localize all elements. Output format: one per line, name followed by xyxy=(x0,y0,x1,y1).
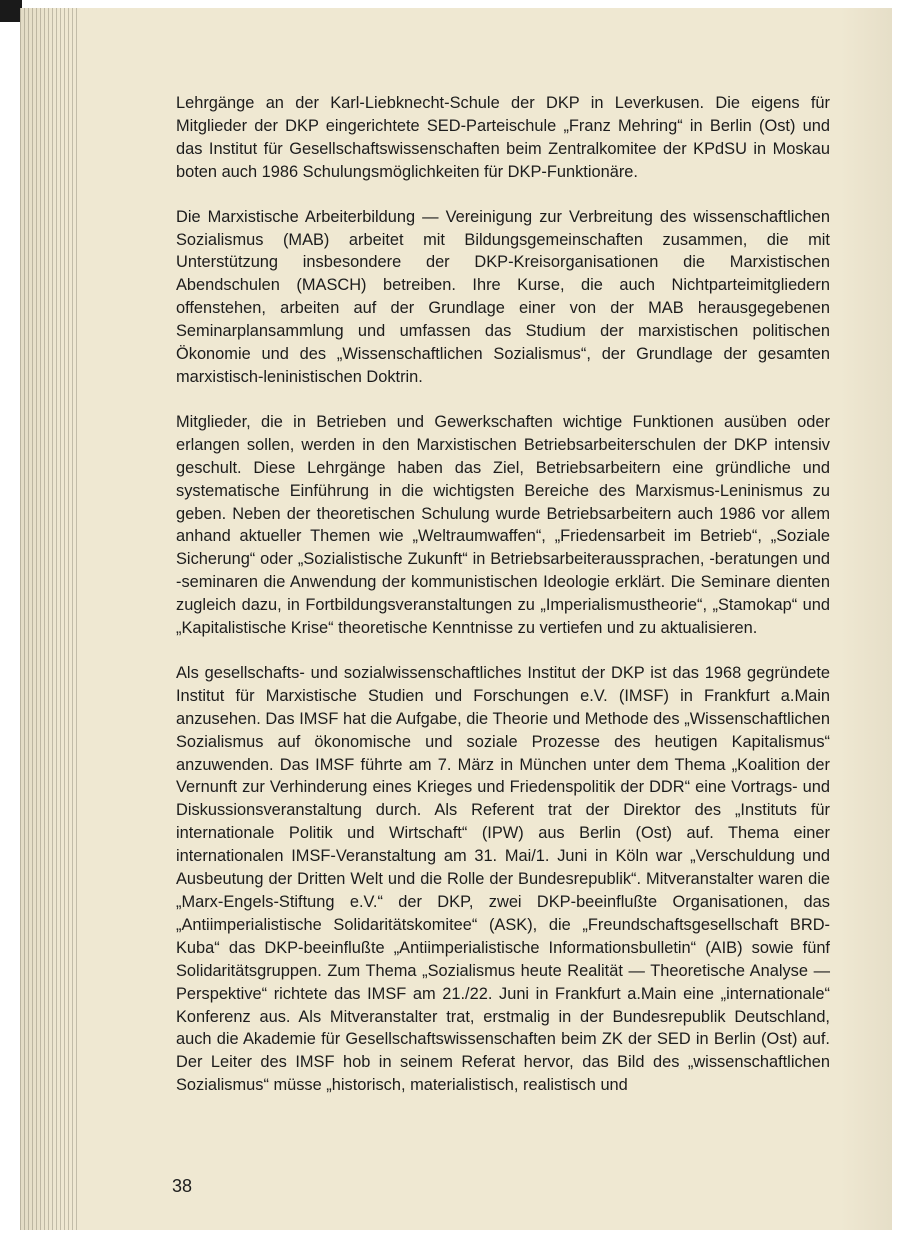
paragraph: Als gesellschafts- und sozialwissenschaftliches Institut der DKP ist das 1968 gegründete Institut für Marxistische Studien und Forschungen e.V. (IMSF) in Frankfurt a.Main anzusehen. Das IMSF hat die Aufgabe, die Theorie und Methode des „Wissenschaftlichen Sozialismus auf ökonomische und soziale Prozesse des heutigen Kapitalismus“ anzuwenden. Das IMSF führte am 7. März in München unter dem Thema „Koalition der Vernunft zur Verhinderung eines Krieges und Friedenspolitik der DDR“ eine Vortrags- und Diskussionsveranstaltung durch. Als Referent trat der Direktor des „Instituts für internationale Politik und Wirtschaft“ (IPW) aus Berlin (Ost) auf. Thema einer internationalen IMSF-Veranstaltung am 31. Mai/1. Juni in Köln war „Verschuldung und Ausbeutung der Dritten Welt und die Rolle der Bundesrepublik“. Mitveranstalter waren die „Marx-Engels-Stiftung e.V.“ der DKP, zwei DKP-beeinflußte Organisationen, das „Antiimperialistische Solidaritätskomitee“ (ASK), die „Freundschaftsgesellschaft BRD-Kuba“ das DKP-beeinflußte „Antiimperialistische Informationsbulletin“ (AIB) sowie fünf Solidaritätsgruppen. Zum Thema „Sozialismus heute Realität — Theoretische Analyse — Perspektive“ richtete das IMSF am 21./22. Juni in Frankfurt a.Main eine „internationale“ Konferenz aus. Als Mitveranstalter trat, erstmalig in der Bundesrepublik Deutschland, auch die Akademie für Gesellschaftswissenschaften beim ZK der SED in Berlin (Ost) auf. Der Leiter des IMSF hob in seinem Referat hervor, das Bild des „wissenschaftlichen Sozialismus“ müsse „historisch, materialistisch, realistisch und xyxy=(176,663,830,1095)
paragraph: Die Marxistische Arbeiterbildung — Vereinigung zur Verbreitung des wissenschaftlichen Sozialismus (MAB) arbeitet mit Bildungsgemeinschaften zusammen, die mit Unterstützung insbesondere der DKP-Kreisorganisationen die Marxistischen Abendschulen (MASCH) betreiben. Ihre Kurse, die auch Nichtparteimitgliedern offenstehen, arbeiten auf der Grundlage einer von der MAB herausgegebenen Seminarplansammlung und umfassen das Studium der marxistischen politischen Ökonomie und des „Wissenschaftlichen Sozialismus“, der Grundlage der gesamten marxistisch-leninistischen Doktrin. xyxy=(176,207,830,386)
page-number: 38 xyxy=(172,1176,193,1196)
scan-corner-mark xyxy=(0,0,22,22)
page-stack-edges xyxy=(20,8,80,1230)
page-body-text xyxy=(176,92,830,1119)
paragraph: Lehrgänge an der Karl-Liebknecht-Schule der DKP in Leverkusen. Die eigens für Mitglieder der DKP eingerichtete SED-Parteischule „Franz Mehring“ in Berlin (Ost) und das Institut für Gesellschaftswissenschaften beim Zentralkomitee der KPdSU in Moskau boten auch 1986 Schulungsmöglichkeiten für DKP-Funktionäre. xyxy=(176,94,830,181)
paragraph: Mitglieder, die in Betrieben und Gewerkschaften wichtige Funktionen ausüben oder erlangen sollen, werden in den Marxistischen Betriebsarbeiterschulen der DKP intensiv geschult. Diese Lehrgänge haben das Ziel, Betriebsarbeitern eine gründliche und systematische Einführung in die wichtigsten Bereiche des Marxismus-Leninismus zu geben. Neben der theoretischen Schulung wurde Betriebsarbeitern auch 1986 vor allem anhand aktueller Themen wie „Weltraumwaffen“, „Friedensarbeit im Betrieb“, „Soziale Sicherung“ oder „Sozialistische Zukunft“ in Betriebsarbeiteraussprachen, -beratungen und -seminaren die Anwendung der kommunistischen Ideologie erklärt. Die Seminare dienten zugleich dazu, in Fortbildungsveranstaltungen zu „Imperialismustheorie“, „Stamokap“ und „Kapitalistische Krise“ theoretische Kenntnisse zu vertiefen und zu aktualisieren. xyxy=(176,412,830,638)
